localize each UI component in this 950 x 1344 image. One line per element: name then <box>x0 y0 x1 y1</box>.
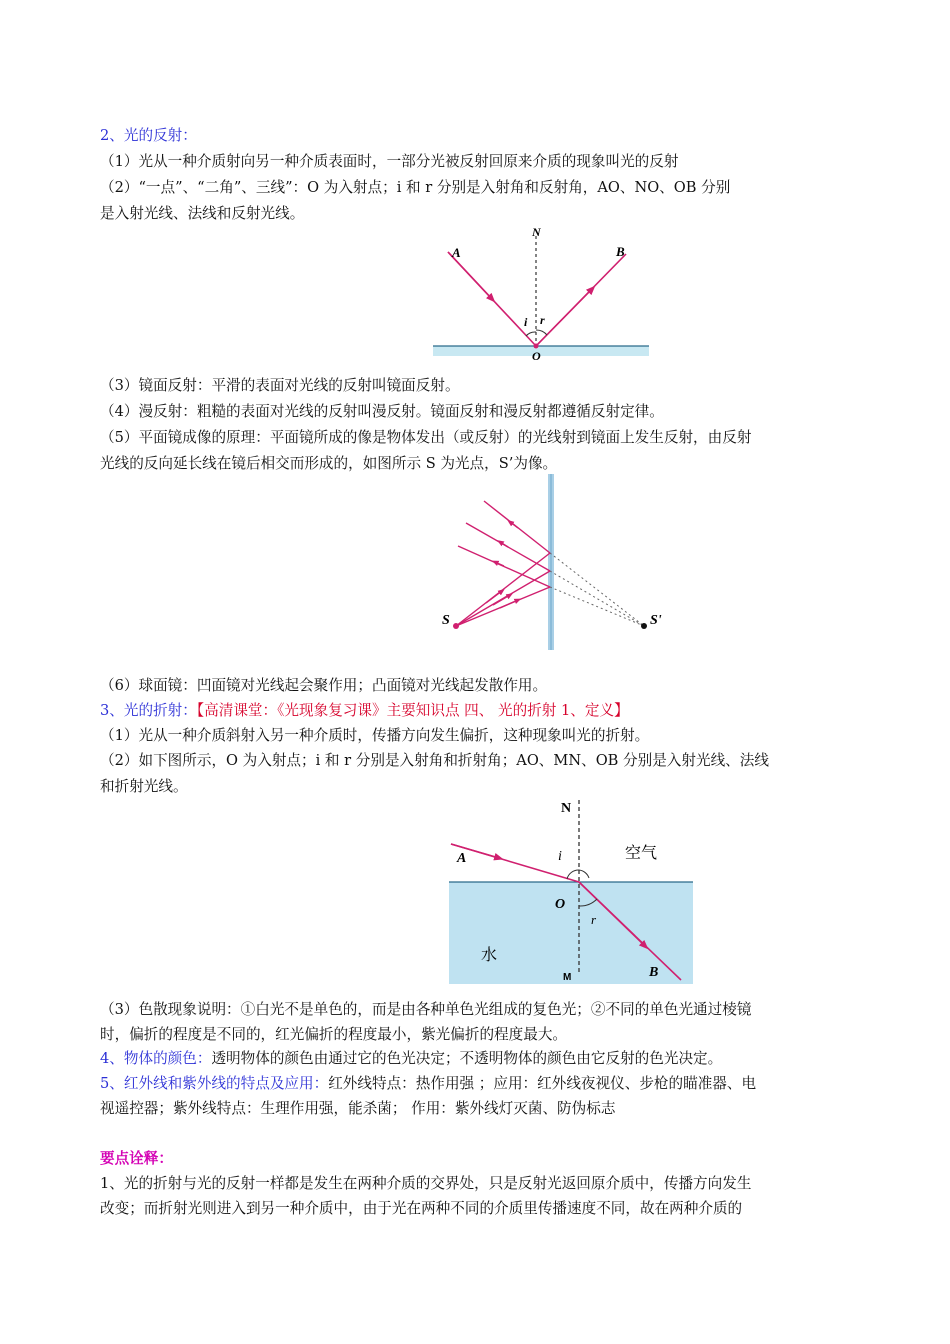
label-i: i <box>558 849 562 864</box>
refraction-diagram <box>449 792 693 984</box>
incidence-angle-arc <box>567 870 579 879</box>
mirror-surface <box>433 346 649 356</box>
course-link[interactable]: 【高清课堂：《光现象复习课》主要知识点 四、 光的折射 1、定义】 <box>196 702 629 719</box>
label-r: r <box>540 313 545 327</box>
reflection-angle-arc <box>536 330 547 335</box>
label-N: N <box>561 801 572 816</box>
section-4-heading: 4、物体的颜色： <box>100 1050 212 1067</box>
plane-mirror-line1: （5）平面镜成像的原理：平面镜所成的像是物体发出（或反射）的光线射到镜面上发生反射，由反射 <box>100 429 752 446</box>
diffuse-reflection: （4）漫反射：粗糙的表面对光线的反射叫漫反射。镜面反射和漫反射都遵循反射定律。 <box>100 403 664 420</box>
incident-rays <box>456 553 550 626</box>
normal-arc <box>579 870 589 878</box>
label-M: M <box>563 972 572 983</box>
section-5-heading: 5、红外线和紫外线的特点及应用： <box>100 1075 329 1092</box>
object-color-line <box>100 1050 852 1068</box>
incidence-angle-arc <box>526 332 536 336</box>
label-air: 空气 <box>625 843 658 862</box>
ray-arrows <box>486 522 518 608</box>
key-point-1-line2: 改变；而折射光则进入到另一种介质中，由于光在两种不同的介质里传播速度不同，故在两种介质的 <box>100 1200 743 1217</box>
label-A: A <box>457 851 467 866</box>
plane-mirror-line2: 光线的反向延长线在镜后相交而形成的，如图所示 S 为光点，S’为像。 <box>100 455 558 472</box>
label-N: N <box>532 225 541 239</box>
dispersion-line1: （3）色散现象说明：①白光不是单色的，而是由各种单色光组成的复色光；②不同的单色光通过棱镜 <box>100 1001 752 1018</box>
label-B: B <box>649 965 659 980</box>
label-water: 水 <box>481 945 498 964</box>
refraction-terms-line1: （2）如下图所示，O 为入射点；i 和 r 分别是入射角和折射角；AO、MN、OB 分别是入射光线、法线 <box>100 752 769 769</box>
light-source-point <box>453 623 459 629</box>
label-O: O <box>555 897 566 912</box>
infrared-ultraviolet-line2: 视遥控器；紫外线特点：生理作用强，能杀菌； 作用：紫外线灯灭菌、防伪标志 <box>100 1100 616 1117</box>
plane-mirror-diagram <box>438 474 668 654</box>
label-O: O <box>532 349 541 362</box>
section-3-heading-line <box>100 702 852 720</box>
reflection-diagram <box>430 222 652 362</box>
dispersion-line2: 时，偏折的程度是不同的，红光偏折的程度最小，紫光偏折的程度最大。 <box>100 1026 568 1043</box>
object-color-text: 透明物体的颜色由通过它的色光决定；不透明物体的颜色由它反射的色光决定。 <box>211 1050 723 1067</box>
key-point-1-line1: 1、光的折射与光的反射一样都是发生在两种介质的交界处，只是反射光返回原介质中，传播方向发生 <box>100 1175 752 1192</box>
label-S: S <box>442 613 450 628</box>
label-B: B <box>616 244 625 259</box>
virtual-rays <box>550 553 644 626</box>
incidence-point <box>534 344 539 349</box>
label-S-image: S' <box>650 613 662 628</box>
label-r: r <box>591 912 597 927</box>
label-A: A <box>452 245 461 260</box>
section-3-heading: 3、光的折射： <box>100 702 197 719</box>
label-i: i <box>524 315 528 329</box>
reflection-terms-line1: （2）“一点”、“二角”、三线”：O 为入射点；i 和 r 分别是入射角和反射角，AO、NO、OB 分别 <box>100 179 731 196</box>
refraction-terms-line2: 和折射光线。 <box>100 778 188 795</box>
reflection-terms-line2: 是入射光线、法线和反射光线。 <box>100 205 305 222</box>
specular-reflection: （3）镜面反射：平滑的表面对光线的反射叫镜面反射。 <box>100 377 460 394</box>
section-2-heading: 2、光的反射： <box>100 127 197 144</box>
spherical-mirror: （6）球面镜：凹面镜对光线起会聚作用；凸面镜对光线起发散作用。 <box>100 677 548 694</box>
infrared-text: 红外线特点：热作用强 ；应用：红外线夜视仪、步枪的瞄准器、电 <box>328 1075 757 1092</box>
image-point <box>641 623 647 629</box>
key-points-heading: 要点诠释： <box>100 1150 173 1167</box>
refraction-definition: （1）光从一种介质斜射入另一种介质时，传播方向发生偏折，这种现象叫光的折射。 <box>100 727 650 744</box>
infrared-ultraviolet-line1 <box>100 1075 852 1093</box>
reflection-definition: （1）光从一种介质射向另一种介质表面时，一部分光被反射回原来介质的现象叫光的反射 <box>100 153 679 170</box>
